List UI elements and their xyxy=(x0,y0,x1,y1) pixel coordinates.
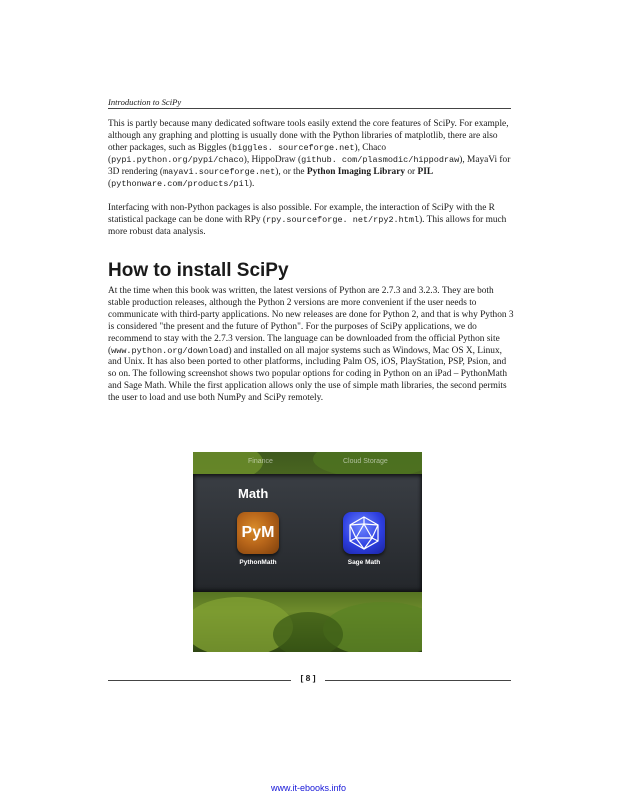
footer-rule-right xyxy=(325,680,511,681)
text: Interfacing with non-Python packages is also possible. For example, the interaction of SciPy with the R statistical package can be done with RPy ( xyxy=(108,203,495,225)
app-label-finance: Finance xyxy=(248,458,273,465)
footer-website-link[interactable]: www.it-ebooks.info xyxy=(270,783,347,793)
paragraph-install xyxy=(108,286,514,405)
sage-math-app-icon[interactable] xyxy=(343,512,385,554)
text: ). xyxy=(248,178,255,189)
text: ) and installed on all major systems such as Windows, Mac OS X, Linux, and Unix. It has also been ported to other platforms, including Palm OS, iOS, PlayStation, PSP, Psion, and so on. The following screenshot shows two popular options for coding in Python on an iPad – PythonMath and Sage Math. While the first application allows only the use of simple math libraries, the second permits the user to load and use both NumPy and SciPy remotely. xyxy=(108,345,507,404)
running-header: Introduction to SciPy xyxy=(108,97,182,107)
text: This is partly because many dedicated software tools easily extend the core features of SciPy. For example, although any graphing and plotting is usually done with the Python libraries of matplotlib, there are also other packages, such as Biggles ( xyxy=(108,119,509,153)
page-number: [ 8 ] xyxy=(300,673,316,683)
term-pil: PIL xyxy=(417,166,434,177)
term-pil-full: Python Imaging Library xyxy=(306,166,406,177)
pythonmath-label: PythonMath xyxy=(239,559,277,566)
pythonmath-app-icon[interactable] xyxy=(237,512,279,554)
app-label-cloud-storage: Cloud Storage xyxy=(343,458,388,465)
text: or xyxy=(405,166,418,177)
paragraph-interfacing xyxy=(108,203,514,239)
text: ). This allows for much more robust data analysis. xyxy=(108,214,507,237)
text: At the time when this book was written, the latest versions of Python are 2.7.3 and 3.2.3. They are both stable production releases, although the Python 2 versions are more convenient if the user needs to communicate with third-party applications. No new releases are done for Python 2, and that is why Python 3 is considered "the present and the future of Python". For the purposes of SciPy applications, we do recommend to stay with the 2.7.3 version. The language can be downloaded from the official Python site ( xyxy=(108,286,514,356)
icosahedron-icon xyxy=(343,512,385,554)
text: ), MayaVi for 3D rendering ( xyxy=(108,154,511,177)
moss-texture xyxy=(273,612,343,652)
url-python-download: www.python.org/download xyxy=(111,345,229,356)
sage-math-label: Sage Math xyxy=(347,559,381,566)
ipad-screenshot xyxy=(193,452,422,652)
url-hippodraw: github. com/plasmodic/hippodraw xyxy=(301,154,460,165)
text: ), Chaco ( xyxy=(108,142,387,165)
url-pil: pythonware.com/products/pil xyxy=(111,178,249,189)
header-rule xyxy=(108,108,511,109)
folder-title: Math xyxy=(238,486,269,501)
text: ), HippoDraw ( xyxy=(243,154,302,165)
paragraph-tools xyxy=(108,119,514,190)
url-chaco: pypi.python.org/pypi/chaco xyxy=(111,154,244,165)
text: ), or the xyxy=(275,166,307,177)
url-mayavi: mayavi.sourceforge.net xyxy=(163,166,276,177)
pym-icon-text: PyM xyxy=(241,524,275,541)
math-folder xyxy=(193,474,422,592)
url-biggles: biggles. sourceforge.net xyxy=(232,142,355,153)
url-rpy: rpy.sourceforge. net/rpy2.html xyxy=(266,214,420,225)
section-heading: How to install SciPy xyxy=(108,260,289,281)
footer-rule-left xyxy=(108,680,291,681)
text: ( xyxy=(108,178,112,189)
